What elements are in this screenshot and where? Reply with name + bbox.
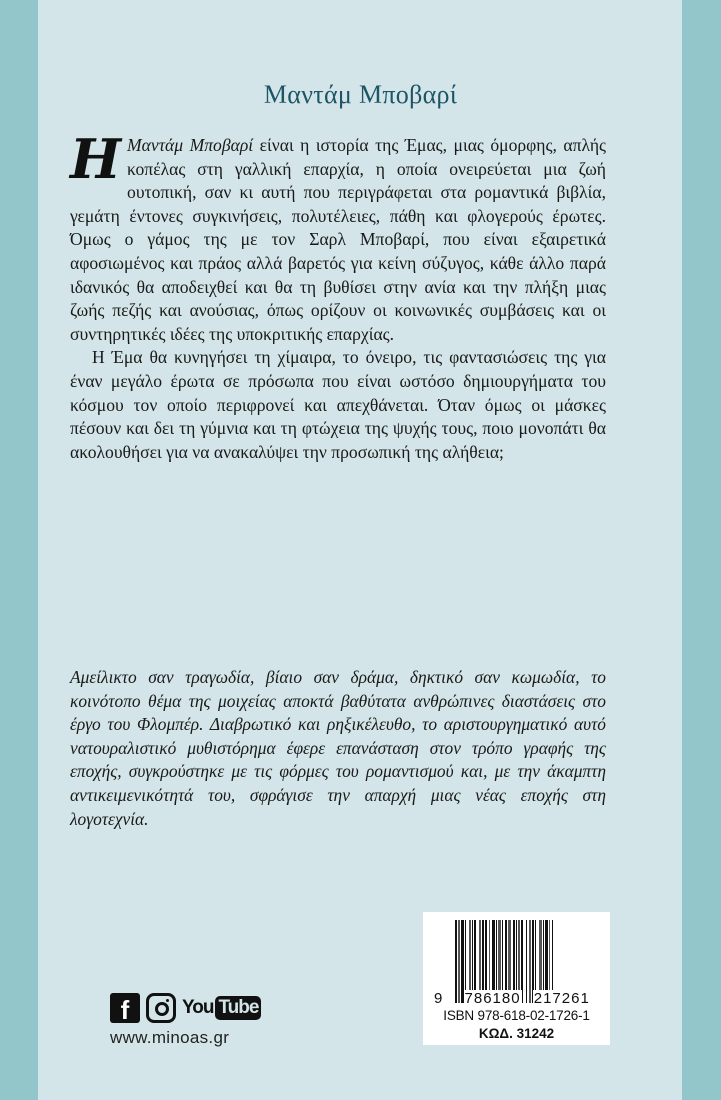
website-link[interactable]: www.minoas.gr: [110, 1028, 230, 1047]
synopsis-paragraph-2: Η Έμα θα κυνηγήσει τη χίμαιρα, το όνειρο, τις φαντασιώσεις της για έναν μεγάλο έρωτα σε πρόσωπα που είναι ωστόσο δημιουργήματα του κόσμου τον οποίο περιφρονεί και απεχθάνεται. Όταν όμως οι μάσκες πέσουν και δει τη γύμνια και τη φτώχεια της ψυχής τους, ποιο μονοπάτι θα ακολουθήσει για να ανακαλύψει την προσωπική της αλήθεια;: [70, 347, 606, 462]
title-reference: Μαντάμ Μποβαρί: [127, 135, 254, 155]
barcode-digits-group-2: 217261: [533, 990, 590, 1007]
isbn-number: ISBN 978-618-02-1726-1: [443, 1008, 590, 1023]
youtube-you-text: You: [182, 997, 214, 1018]
youtube-icon[interactable]: [182, 996, 261, 1020]
barcode-digit-first: 9: [434, 990, 444, 1007]
instagram-icon[interactable]: [146, 993, 176, 1023]
youtube-tube-text: Tube: [215, 996, 261, 1020]
critical-blurb: Αμείλικτο σαν τραγωδία, βίαιο σαν δράμα, δηκτικό σαν κωμωδία, το κοινότοπο θέμα της μοιχείας αποκτά βαθύτατα ανθρώπινες διαστάσεις στο έργο του Φλομπέρ. Διαβρωτικό και ρηξικέλευθο, το αριστουργηματικό αυτό νατουραλιστικό μυθιστόρημα έφερε επανάσταση στον τρόπο γραφής της εποχής, συγκρούστηκε με τις φόρμες του ρομαντισμού και, με την άκαμπτη αντικειμενικότητά του, σφράγισε την απαρχή μιας νέας εποχής στη λογοτεχνία.: [70, 667, 606, 829]
barcode-digits: [433, 990, 603, 1007]
barcode-digits-group-1: 786180: [464, 990, 521, 1007]
barcode-label: [423, 912, 610, 1045]
synopsis-paragraph-1: [70, 127, 606, 346]
drop-cap: Η: [70, 127, 122, 191]
book-title: Μαντάμ Μποβαρί: [263, 80, 458, 109]
synopsis: [70, 127, 606, 464]
social-links: [110, 993, 261, 1023]
product-code: ΚΩΔ. 31242: [478, 1026, 555, 1041]
paragraph-1-text: είναι η ιστορία της Έμας, μιας όμορφης, απλής κοπέλας στη γαλλική επαρχία, η οποία ονειρεύεται μια ζωή ουτοπική, σαν κι αυτή που περιγράφεται στα ρομαντικά βιβλία, γεμάτη έντονες συγκινήσεις, πολυτέλειες, πάθη και φλογερούς έρωτες. Όμως ο γάμος της με τον Σαρλ Μποβαρί, που είναι εξαιρετικά αφοσιωμένος και πράος αλλά βαρετός για κείνη σύζυγος, κάθε άλλο παρά ιδανικός θα αποδειχθεί και θα τη βυθίσει στην ανία και την πλήξη μιας ζωής πεζής και ανούσιας, όπως ορίζουν οι κοινωνικές συμβάσεις και οι συντηρητικές ιδέες της υποκριτικής επαρχίας.: [70, 135, 606, 344]
facebook-glyph: f: [120, 995, 130, 1023]
facebook-icon[interactable]: [110, 993, 140, 1023]
